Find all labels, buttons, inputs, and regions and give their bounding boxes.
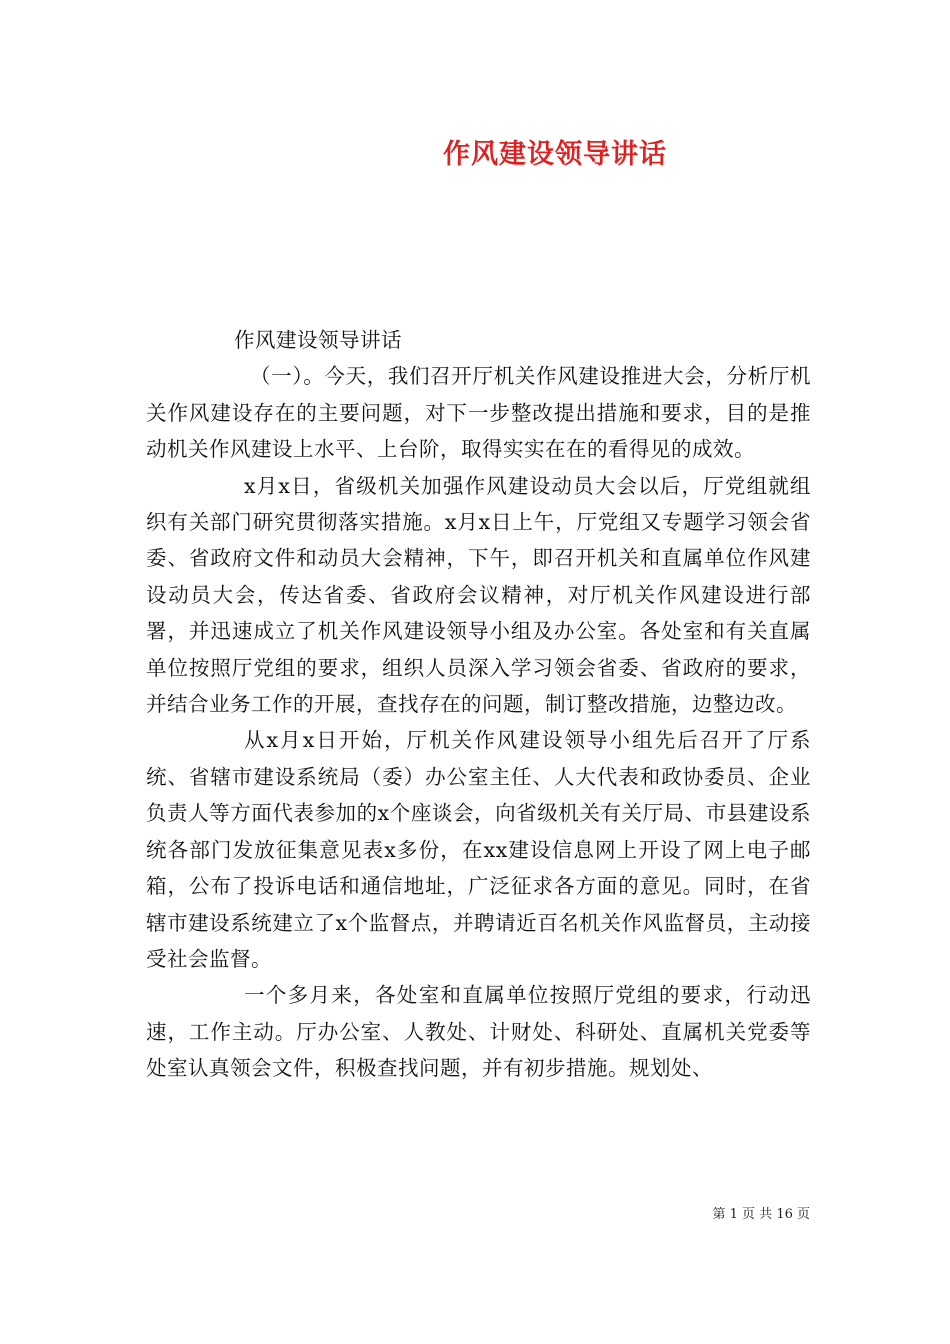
- paragraph: 从x月x日开始，厅机关作风建设领导小组先后召开了厅系统、省辖市建设系统局（委）办公室主任、人大代表和政协委员、企业负责人等方面代表参加的x个座谈会，向省级机关有关厅局、市县建设系统各部门发放征集意见表x多份，在xx建设信息网上开设了网上电子邮箱，公布了投诉电话和通信地址，广泛征求各方面的意见。同时，在省辖市建设系统建立了x个监督点，并聘请近百名机关作风监督员，主动接受社会监督。: [146, 728, 811, 971]
- document-body: [146, 322, 811, 1087]
- document-subtitle: 作风建设领导讲话: [234, 328, 402, 352]
- page-number-footer: 第 1 页 共 16 页: [712, 1207, 810, 1222]
- paragraph: 一个多月来，各处室和直属单位按照厅党组的要求，行动迅速，工作主动。厅办公室、人教处、计财处、科研处、直属机关党委等处室认真领会文件，积极查找问题，并有初步措施。规划处、: [146, 983, 811, 1081]
- paragraph: x月x日，省级机关加强作风建设动员大会以后，厅党组就组织有关部门研究贯彻落实措施。x月x日上午，厅党组又专题学习领会省委、省政府文件和动员大会精神，下午，即召开机关和直属单位作风建设动员大会，传达省委、省政府会议精神，对厅机关作风建设进行部署，并迅速成立了机关作风建设领导小组及办公室。各处室和有关直属单位按照厅党组的要求，组织人员深入学习领会省委、省政府的要求，并结合业务工作的开展，查找存在的问题，制订整改措施，边整边改。: [146, 473, 811, 717]
- document-title: 作风建设领导讲话: [443, 139, 667, 170]
- paragraph: （一）。今天，我们召开厅机关作风建设推进大会，分析厅机关作风建设存在的主要问题，对下一步整改提出措施和要求，目的是推动机关作风建设上水平、上台阶，取得实实在在的看得见的成效。: [146, 364, 811, 462]
